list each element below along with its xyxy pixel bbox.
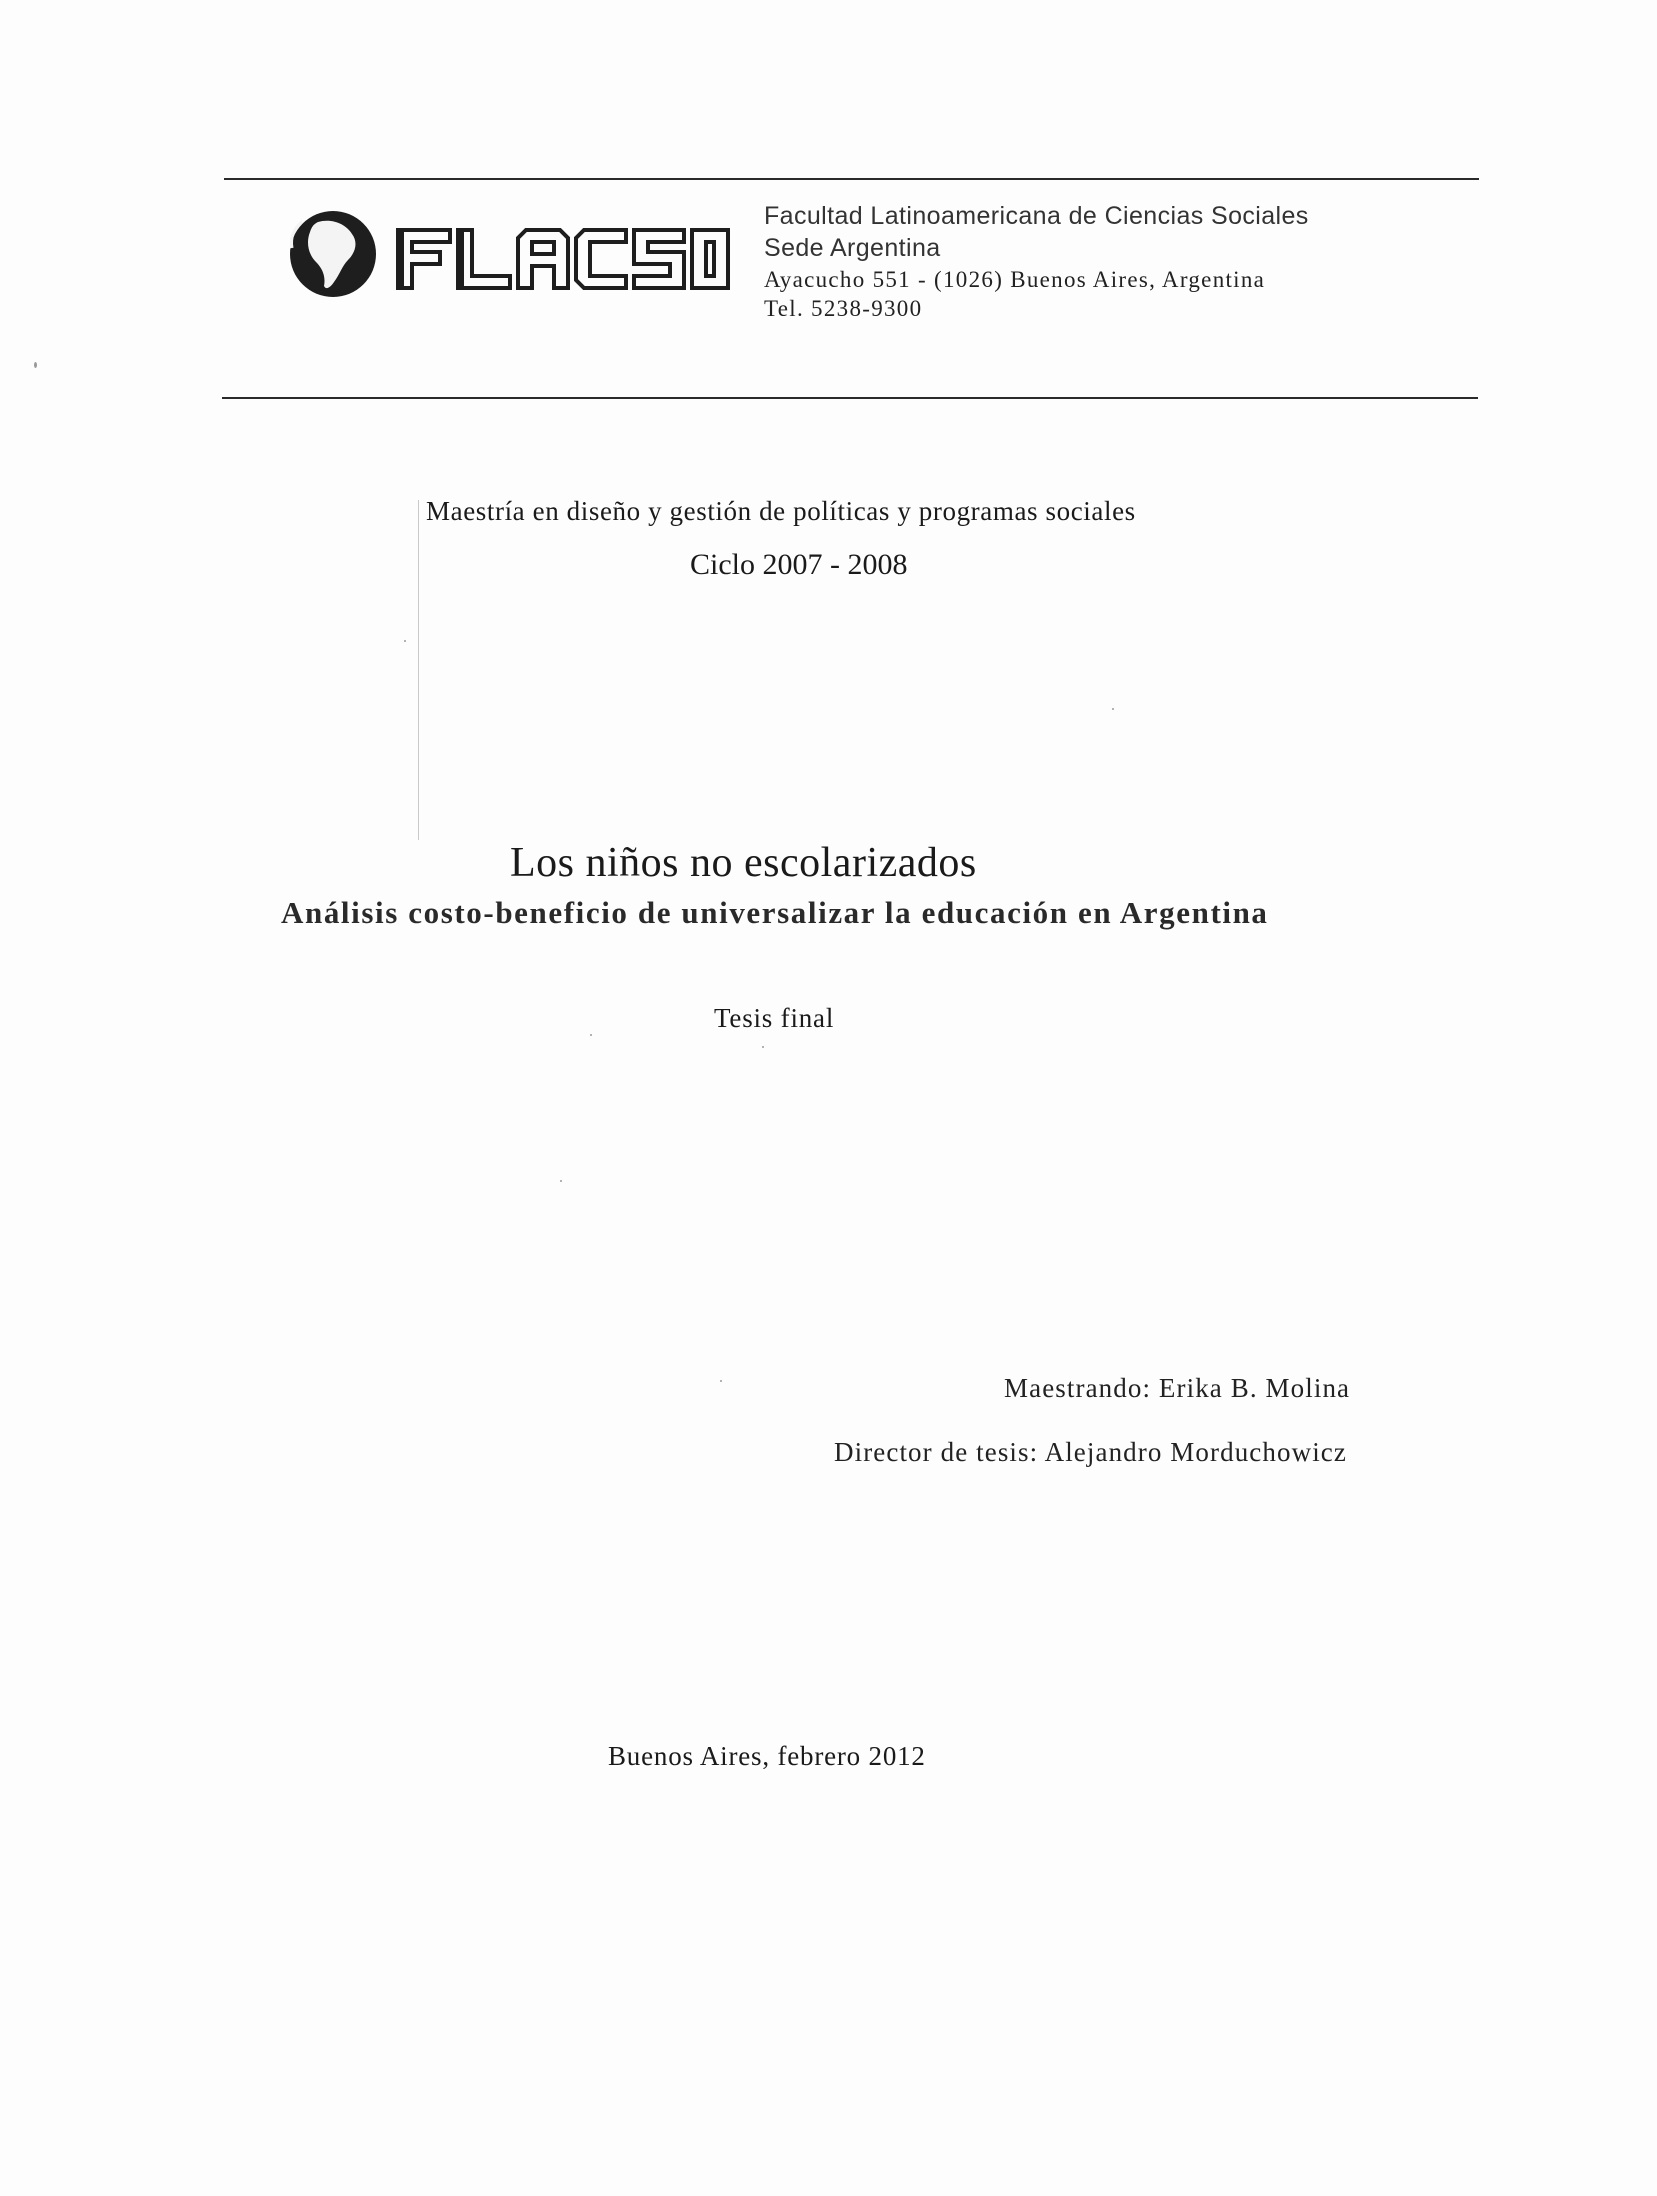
header-top-rule (224, 178, 1479, 180)
scan-speck (762, 1046, 764, 1048)
institution-phone: Tel. 5238-9300 (764, 296, 923, 321)
thesis-subtitle: Análisis costo-beneficio de universalizar la educación en Argentina (281, 895, 1269, 930)
scan-speck (404, 640, 406, 642)
flacso-logo (288, 208, 730, 300)
program-cycle: Ciclo 2007 - 2008 (690, 548, 908, 581)
institution-name: Facultad Latinoamericana de Ciencias Sociales (764, 202, 1309, 230)
institution-block (764, 204, 1464, 326)
scan-artifact-line (418, 500, 419, 840)
scan-speck (720, 1380, 722, 1382)
program-name: Maestría en diseño y gestión de políticas y programas sociales (426, 496, 1136, 526)
scan-speck (1112, 708, 1114, 710)
document-type: Tesis final (714, 1003, 835, 1033)
institution-branch: Sede Argentina (764, 234, 941, 262)
thesis-director: Director de tesis: Alejandro Morduchowicz (834, 1437, 1347, 1467)
scan-speck (560, 1180, 562, 1182)
scan-speck (34, 362, 37, 368)
thesis-title: Los niños no escolarizados (510, 840, 977, 886)
place-and-date: Buenos Aires, febrero 2012 (608, 1741, 926, 1771)
globe-icon (290, 211, 376, 297)
institution-address: Ayacucho 551 - (1026) Buenos Aires, Argentina (764, 267, 1266, 292)
scan-speck (590, 1034, 592, 1036)
student-name: Maestrando: Erika B. Molina (1004, 1373, 1351, 1403)
header-bottom-rule (222, 397, 1478, 399)
